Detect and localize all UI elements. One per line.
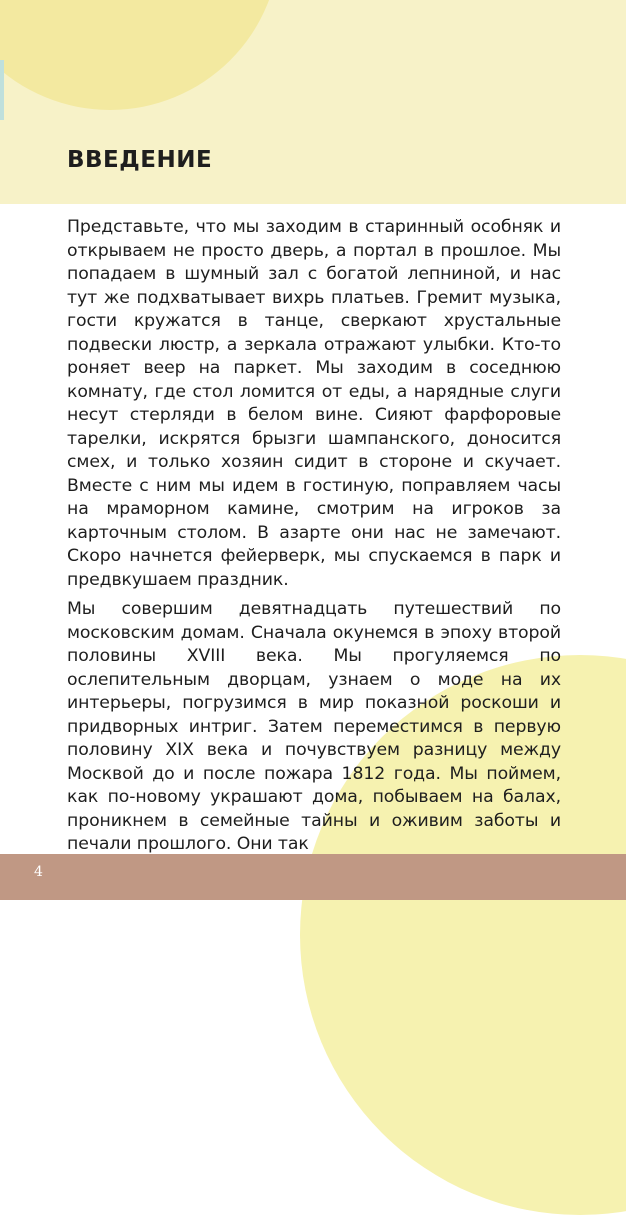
header-band	[0, 0, 626, 204]
page-number: 4	[34, 864, 43, 880]
page-heading: ВВЕДЕНИЕ	[67, 147, 213, 173]
decorative-strip	[0, 60, 4, 120]
page-footer	[0, 854, 626, 900]
paragraph-intro: Представьте, что мы заходим в старинный особняк и открываем не просто дверь, а портал в прошлое. Мы попадаем в шумный зал с богатой лепниной, и нас тут же подхватывает вихрь платьев. Гремит музыка, гости кружатся в танце, сверкают хрустальные подвески люстр, а зеркала отражают улыбки. Кто-то роняет веер на паркет. Мы заходим в соседнюю комнату, где стол ломится от еды, а нарядные слуги несут стерляди в белом вине. Сияют фарфоровые тарелки, искрятся брызги шампанского, доносится смех, и только хозяин сидит в стороне и скучает. Вместе с ним мы идем в гостиную, поправляем часы на мраморном камине, смотрим на игроков за карточным столом. В азарте они нас не замечают. Скоро начнется фейерверк, мы спускаемся в парк и предвкушаем праздник.	[67, 217, 561, 590]
paragraph-journeys: Мы совершим девятнадцать путешествий по московским домам. Сначала окунемся в эпоху второй половины XVIII века. Мы прогуляемся по ослепительным дворцам, узнаем о моде на их интерьеры, погрузимся в мир показной роскоши и придворных интриг. Затем переместимся в первую половину XIX века и почувствуем разницу между Москвой до и после пожара 1812 года. Мы поймем, как по-новому украшают дома, побываем на балах, проникнем в семейные тайны и оживим заботы и печали прошлого. Они так	[67, 599, 561, 854]
decorative-circle	[0, 0, 280, 110]
